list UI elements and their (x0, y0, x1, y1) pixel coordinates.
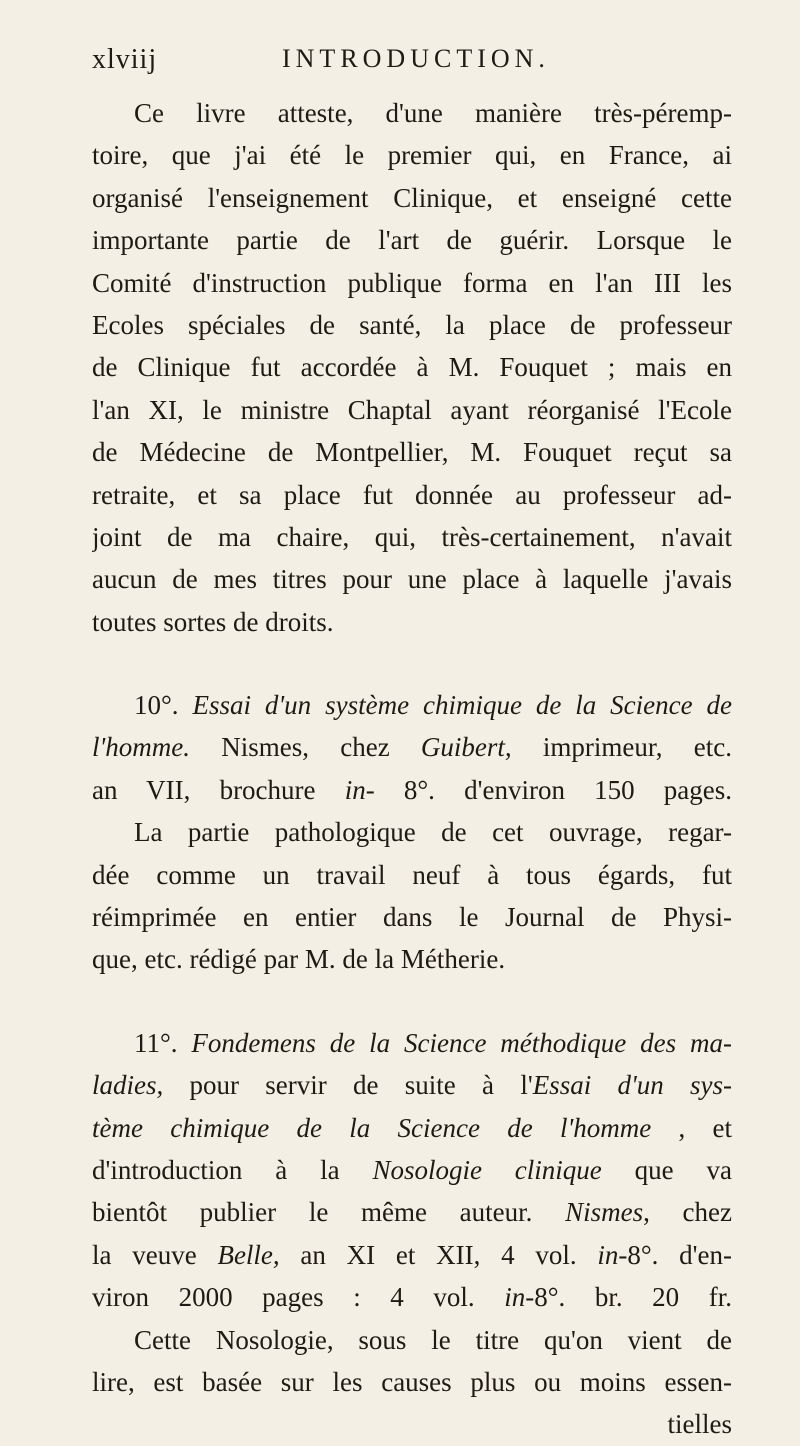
text-span: -8°. d'en- (618, 1239, 732, 1270)
text-line: de Clinique fut accordée à M. Fouquet ; mais en (92, 352, 732, 383)
entry-11 (92, 1022, 732, 1446)
publisher: Belle, (217, 1239, 280, 1270)
text-line: Ecoles spéciales de santé, la place de professeur (92, 309, 732, 340)
work-reference: Nosologie clinique (372, 1154, 602, 1185)
text-line (92, 1276, 732, 1318)
text-line: que, etc. rédigé par M. de la Métherie. (92, 944, 506, 975)
text-line (92, 726, 732, 768)
text-span: -8°. br. (525, 1282, 623, 1313)
work-title: ladies, (92, 1070, 164, 1101)
text-line: Cette Nosologie, sous le titre qu'on vient de (134, 1324, 732, 1355)
paragraph-1 (92, 92, 732, 643)
text-span: , chez (643, 1197, 732, 1228)
catchword: tielles (667, 1409, 732, 1440)
text-span: an VII, brochure (92, 774, 316, 805)
text-span: pour servir de suite à l' (189, 1070, 533, 1101)
page-header (92, 44, 732, 84)
text-span: bientôt publier le même auteur. (92, 1197, 533, 1228)
format-in: in (344, 774, 366, 805)
text-line: réimprimée en entier dans le Journal de Physi- (92, 902, 732, 933)
text-line (92, 1022, 732, 1064)
text-span: an XI et XII, 4 vol. (300, 1239, 577, 1270)
text-line: Ce livre atteste, d'une manière très-péremp- (134, 98, 732, 128)
text-line: joint de ma chaire, qui, très-certainement, n'avait (92, 521, 732, 552)
text-span: la veuve (92, 1239, 197, 1270)
running-head: INTRODUCTION. (282, 44, 550, 73)
text-span: , et (678, 1112, 732, 1143)
text-span: imprimeur, etc. (542, 732, 732, 763)
text-line (92, 1234, 732, 1276)
text-span: viron 2000 pages : 4 vol. (92, 1282, 475, 1313)
text-span: que va (634, 1154, 732, 1185)
publisher: Guibert, (420, 732, 512, 763)
work-reference: tème chimique de la Science de l'homme (92, 1112, 652, 1143)
text-line (92, 1191, 732, 1233)
page-number: xlviij (92, 44, 158, 75)
text-span: Nismes, chez (221, 732, 390, 763)
text-line: de Médecine de Montpellier, M. Fouquet reçut sa (92, 437, 732, 468)
work-reference: Essai d'un sys- (532, 1070, 732, 1101)
text-line (92, 1064, 732, 1106)
place-name: Nismes (565, 1197, 644, 1228)
text-line: organisé l'enseignement Clinique, et enseigné cette (92, 182, 732, 213)
text-span: d'introduction à la (92, 1154, 340, 1185)
text-line: l'an XI, le ministre Chaptal ayant réorganisé l'Ecole (92, 394, 732, 425)
text-line (92, 769, 732, 811)
text-line: lire, est basée sur les causes plus ou moins essen- (92, 1366, 732, 1397)
text-line: toire, que j'ai été le premier qui, en France, ai (92, 140, 732, 171)
body-text (92, 92, 732, 1446)
text-line: importante partie de l'art de guérir. Lorsque le (92, 225, 732, 256)
text-line: dée comme un travail neuf à tous égards, fut (92, 859, 732, 890)
text-line (92, 1149, 732, 1191)
text-line: retraite, et sa place fut donnée au professeur ad- (92, 479, 732, 510)
format-in: in (597, 1239, 619, 1270)
text-line: Comité d'instruction publique forma en l'an III les (92, 267, 732, 298)
text-line: toutes sortes de droits. (92, 606, 334, 637)
entry-number: 10°. (134, 690, 179, 721)
format-in: in (504, 1282, 526, 1313)
text-span: - 8°. d'environ 150 pages. (365, 774, 732, 805)
price: 20 fr. (652, 1282, 732, 1313)
work-title: Fondemens de la Science méthodique des ma- (191, 1027, 732, 1058)
work-title: Essai d'un système chimique de la Science de (192, 690, 732, 721)
text-line (92, 684, 732, 726)
entry-number: 11°. (134, 1027, 178, 1058)
text-line: La partie pathologique de cet ouvrage, regar- (134, 817, 732, 848)
entry-10 (92, 684, 732, 981)
text-line: aucun de mes titres pour une place à laquelle j'avais (92, 564, 732, 595)
text-line (92, 1107, 732, 1149)
work-title: l'homme. (92, 732, 191, 763)
